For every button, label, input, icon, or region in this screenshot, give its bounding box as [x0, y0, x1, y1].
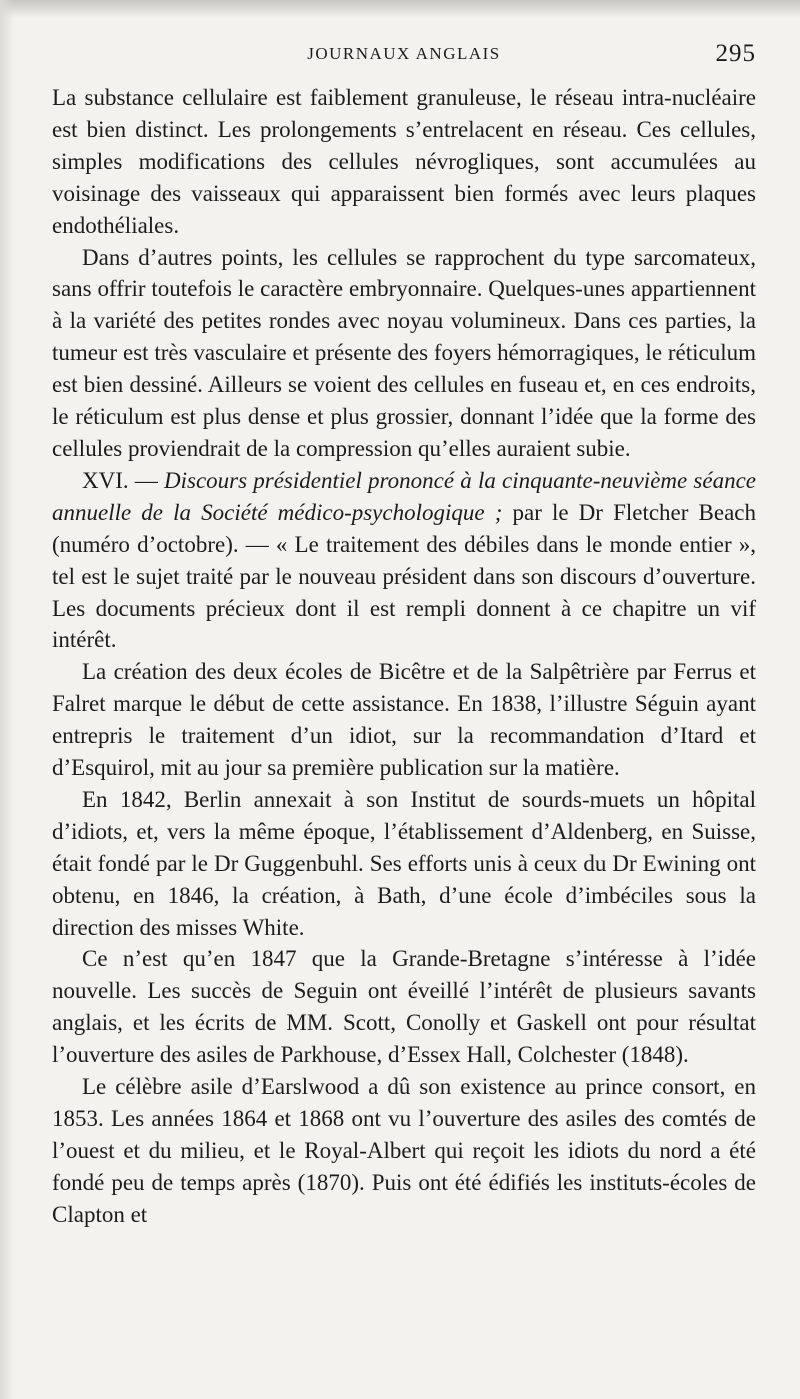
paragraph-great-britain: Ce n’est qu’en 1847 que la Grande-Bretagne s’intéresse à l’idée nouvelle. Les succès de Seguin ont éveillé l’intérêt de plusieurs savants anglais, et les écrits de MM. Scott, Conolly et Gaskell ont pour résultat l’ouverture des asiles de Parkhouse, d’Essex Hall, Colchester (1848). [52, 946, 756, 1068]
paragraph-sarcomatous-type: Dans d’autres points, les cellules se rapprochent du type sarcomateux, sans offrir toutefois le caractère embryonnaire. Quelques-unes appartiennent à la variété des petites rondes avec noyau volumineux. Dans ces parties, la tumeur est très vasculaire et présente des foyers hémorragiques, le réticulum est bien dessiné. Ailleurs se voient des cellules en fuseau et, en ces endroits, le réticulum est plus dense et plus grossier, donnant l’idée que la forme des cellules proviendrait de la compression qu’elles auraient subie. [52, 244, 756, 461]
section-numeral: XVI. — [82, 467, 165, 493]
section-title: Discours présidentiel prononcé à la cinquante-neuvième séance annuelle de la Société médico-psychologique ; [52, 467, 756, 525]
section-text: par le Dr Fletcher Beach (numéro d’octobre). — « Le traitement des débiles dans le monde entier », tel est le sujet traité par le nouveau président dans son discours d’ouverture. Les documents précieux dont il est rempli donnent à ce chapitre un vif intérêt. [52, 499, 757, 653]
page-header [52, 36, 756, 82]
page-body [52, 82, 756, 1231]
running-title: JOURNAUX ANGLAIS [307, 44, 501, 63]
section-xvi-paragraph [52, 465, 756, 656]
scan-shadow-top [0, 0, 800, 18]
scan-shadow-left [0, 0, 14, 1399]
page-number: 295 [715, 40, 756, 67]
paragraph-berlin: En 1842, Berlin annexait à son Institut de sourds-muets un hôpital d’idiots, et, vers la même époque, l’établissement d’Aldenberg, en Suisse, était fondé par le Dr Guggenbuhl. Ses efforts unis à ceux du Dr Ewining ont obtenu, en 1846, la création, à Bath, d’une école d’imbéciles sous la direction des misses White. [52, 786, 756, 940]
paragraph-cell-description: La substance cellulaire est faiblement granuleuse, le réseau intra-nucléaire est bien distinct. Les prolongements s’entrelacent en réseau. Ces cellules, simples modifications des cellules névrogliques, sont accumulées au voisinage des vaisseaux qui apparaissent bien formés avec leurs plaques endothéliales. [52, 85, 756, 238]
paragraph-bicetre: La création des deux écoles de Bicêtre et de la Salpêtrière par Ferrus et Falret marque le début de cette assistance. En 1838, l’illustre Séguin ayant entrepris le traitement d’un idiot, sur la recommandation d’Itard et d’Esquirol, mit au jour sa première publication sur la matière. [52, 659, 756, 781]
paragraph-earlswood: Le célèbre asile d’Earslwood a dû son existence au prince consort, en 1853. Les années 1864 et 1868 ont vu l’ouverture des asiles des comtés de l’ouest et du milieu, et le Royal-Albert qui reçoit les idiots du nord a été fondé peu de temps après (1870). Puis ont été édifiés les instituts-écoles de Clapton et [52, 1074, 756, 1227]
